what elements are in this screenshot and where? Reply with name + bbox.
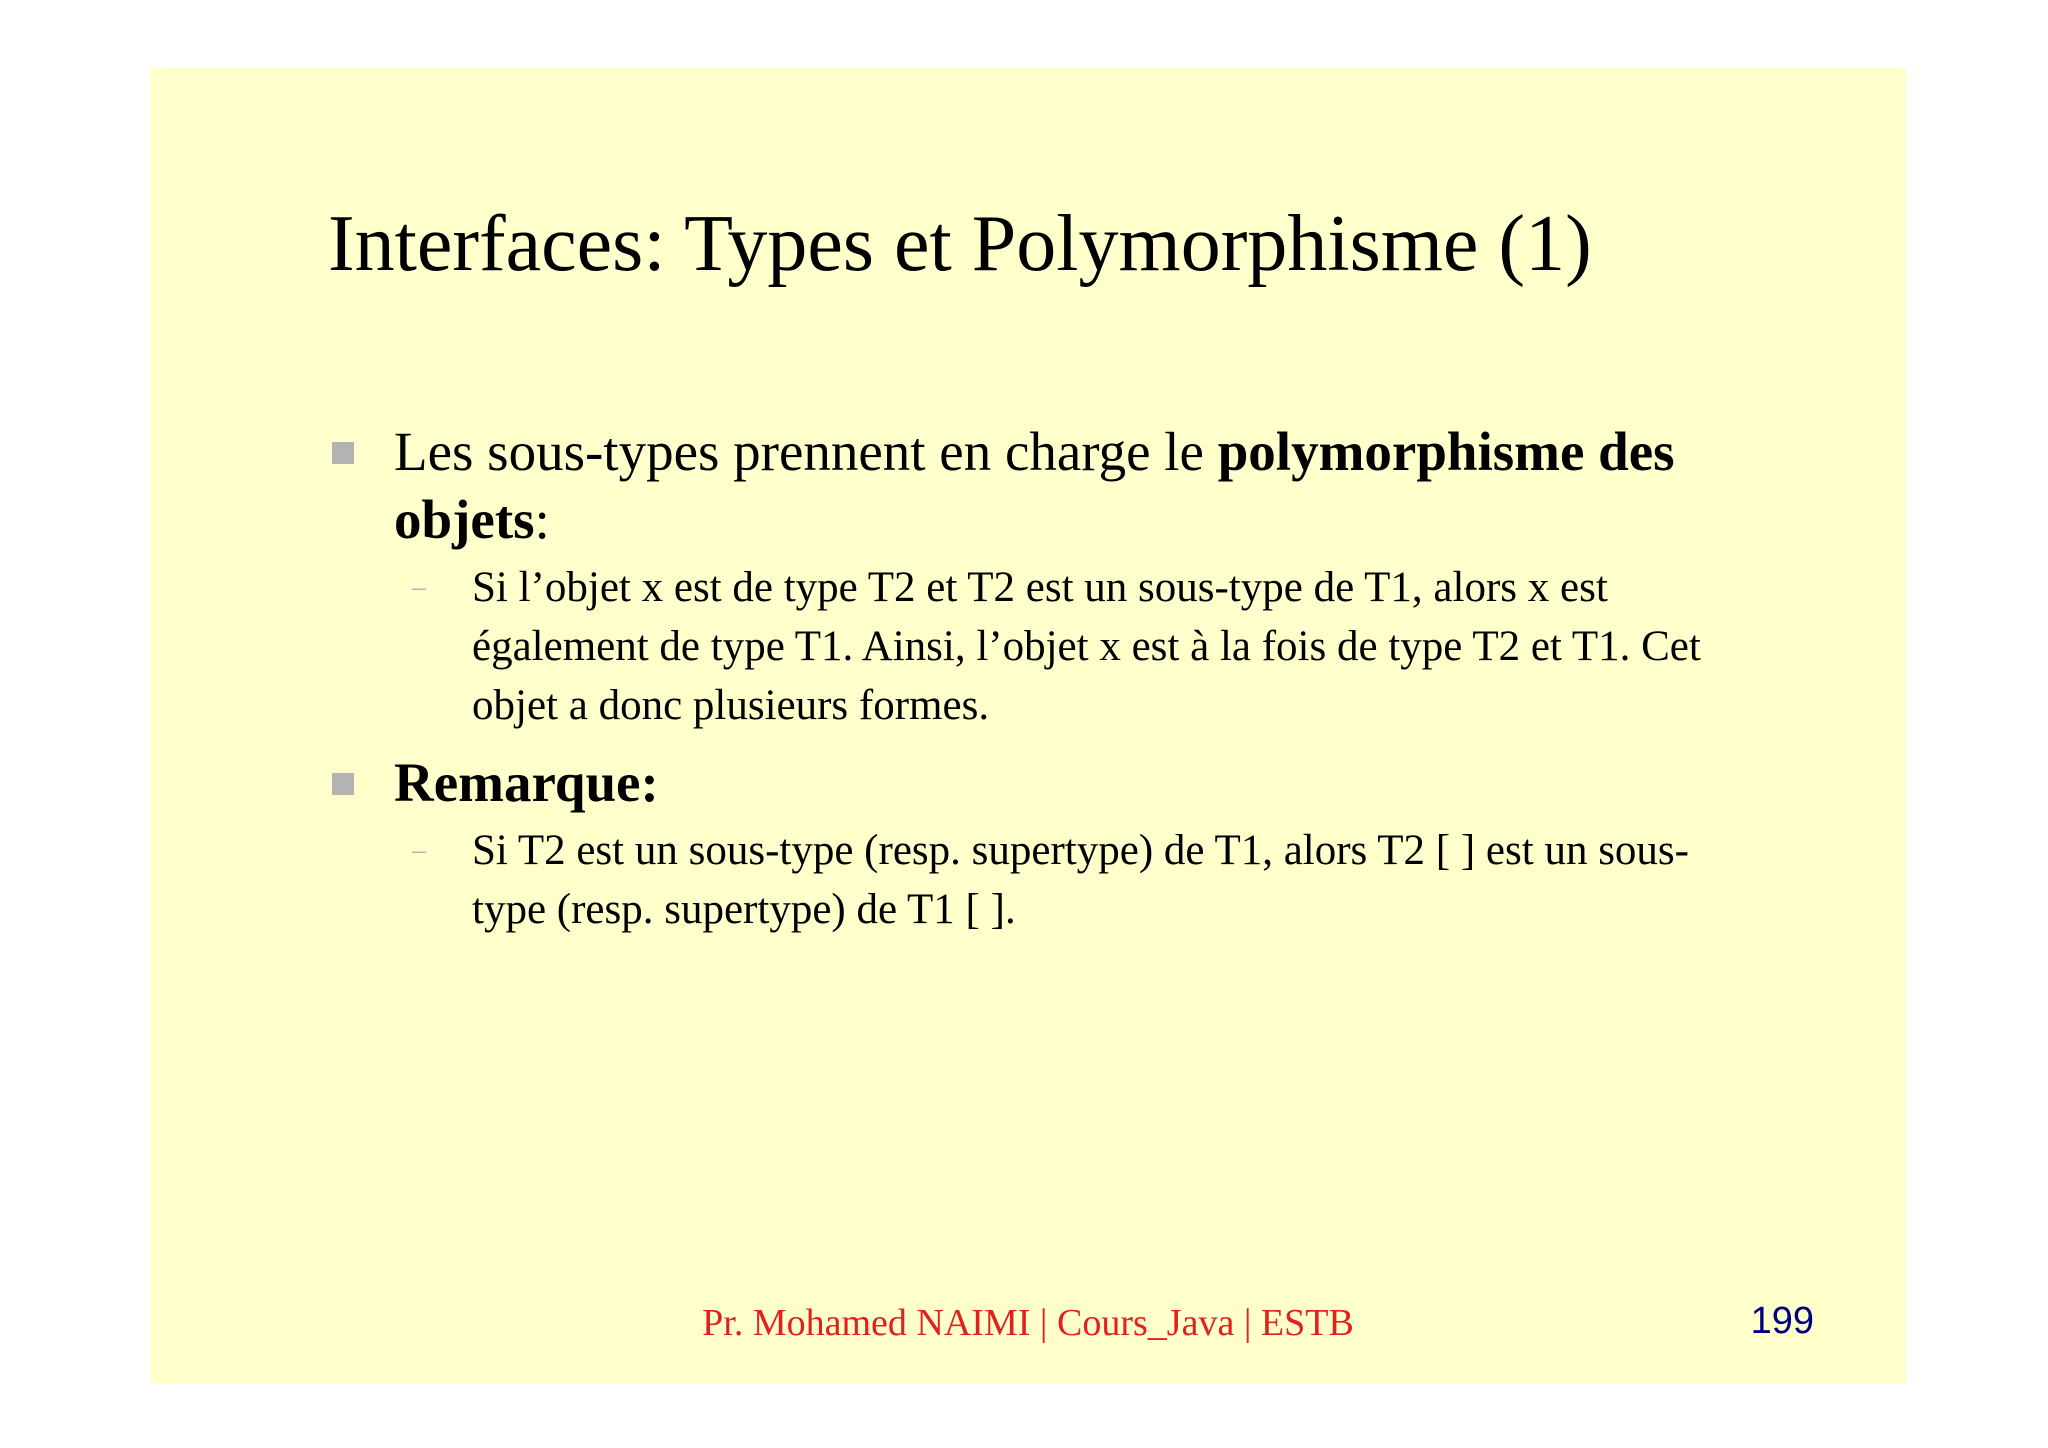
page-number: 199 <box>1750 1300 1814 1342</box>
square-bullet-icon <box>332 442 354 464</box>
sub-bullet-item <box>328 558 1748 735</box>
sub-bullet-text: Si T2 est un sous-type (resp. supertype) de T1, alors T2 [ ] est un sous-type (resp. supertype) de T1 [ ]. <box>472 827 1689 933</box>
bullet-text-bold: Remarque: <box>394 752 659 813</box>
slide-body <box>328 418 1748 939</box>
sub-bullet-item <box>328 821 1748 939</box>
dash-bullet-icon: – <box>412 835 426 866</box>
bullet-text: Les sous-types prennent en charge le <box>394 421 1218 482</box>
slide-footer: Pr. Mohamed NAIMI | Cours_Java | ESTB <box>702 1302 1354 1344</box>
sub-bullet-text: Si l’objet x est de type T2 et T2 est un sous-type de T1, alors x est également de type T1. Ainsi, l’objet x est à la fois de type T2 et T1. Cet objet a donc plusieurs formes. <box>472 564 1701 729</box>
square-bullet-icon <box>332 773 354 795</box>
bullet-item <box>328 418 1748 554</box>
dash-bullet-icon: – <box>412 572 426 603</box>
slide-title: Interfaces: Types et Polymorphisme (1) <box>328 200 1592 288</box>
slide <box>150 68 1906 1384</box>
bullet-text-suffix: : <box>534 489 550 550</box>
bullet-text-bold: polymorphisme des objets <box>394 421 1675 550</box>
bullet-item <box>328 749 1748 817</box>
